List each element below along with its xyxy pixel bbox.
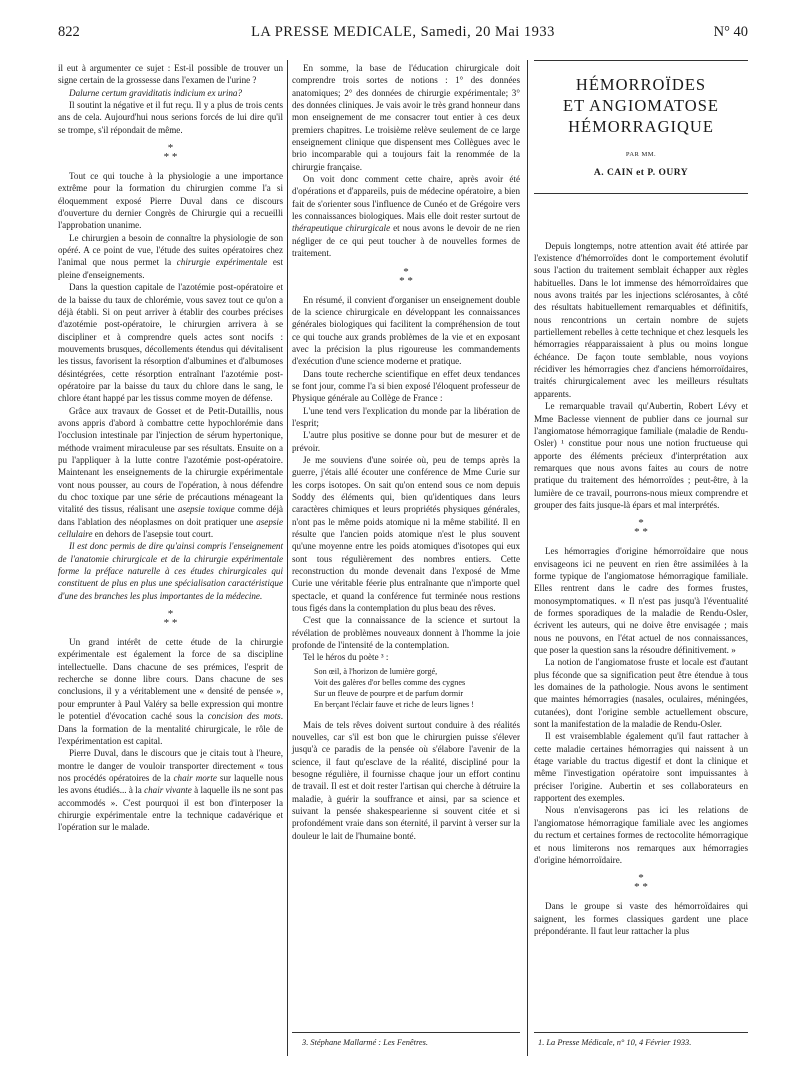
paragraph: il eut à argumenter ce sujet : Est-il possible de trouver un signe certain de la grossesse dans l'examen de l'urine ? xyxy=(58,63,283,86)
italic-paragraph xyxy=(58,540,283,602)
paragraph: En somme, la base de l'éducation chirurgicale doit comprendre trois sortes de notions : 1° des données anatomiques; 2° des données de chirurgie expérimentale; 3° des données cliniques. Je vais avoir le très grand honneur dans mon enseignement de me consacrer tout entier à ces deux premiers chapitres. Le troisième relève seulement de ce large enseignement clinique que dispensent mes Collègues avec le brio incomparable qui a toujours fait la renommée de la chirurgie française. xyxy=(292,63,520,172)
paragraph: Tout ce qui touche à la physiologie a une importance extrême pour la formation du chirurgien comme l'a si éloquemment exposé Pierre Duval dans ce discours d'ouverture du dernier Congrès de Chirurgie qui a recueilli l'approbation unanime. xyxy=(58,171,283,231)
footnote-rule xyxy=(534,1032,748,1033)
paragraph: L'une tend vers l'explication du monde par la libération de l'esprit; xyxy=(292,405,520,428)
paragraph: La notion de l'angiomatose fruste et locale est d'autant plus féconde que sa signification peut être étendue à tous les domaines de la pathologie. Nous avons le sentiment que maintes hémorragies (nasales, oculaires, méningées, cutanées), dont l'origine semble actuellement obscure, sont la manifestation de la maladie de Rendu-Osler. xyxy=(534,657,748,730)
section-separator: * * * xyxy=(399,265,413,287)
column-1 xyxy=(58,62,283,834)
paragraph xyxy=(58,636,283,747)
footnote: 3. Stéphane Mallarmé : Les Fenêtres. xyxy=(302,1038,428,1047)
newspaper-page xyxy=(58,20,748,1060)
poem-line: En berçant l'éclair fauve et riche de leurs lignes ! xyxy=(314,700,474,710)
emphasis: chair morte xyxy=(173,772,217,783)
article-authors: A. CAIN et P. OURY xyxy=(593,168,689,179)
article-title xyxy=(534,74,748,137)
paragraph: L'autre plus positive se donne pour but de mesurer et de prévoir. xyxy=(292,430,520,453)
title-rule xyxy=(534,193,748,194)
text-run: est pleine d'enseignements. xyxy=(58,257,283,280)
emphasis: chirurgie expérimentale xyxy=(176,257,268,268)
poem-line: Voit des galères d'or belles comme des cygnes xyxy=(314,678,466,688)
text-run: à laquelle ils ne sont pas accommodés ». C'est pourquoi il est bon d'interposer la chirurgie expérimentale entre la technique cadavérique et l'opération sur le malade. xyxy=(58,785,283,833)
paragraph: Dans toute recherche scientifique en effet deux tendances se font jour, comme l'a si bien exposé l'éloquent professeur de Physique générale au Collège de France : xyxy=(292,368,520,404)
latin-quote xyxy=(58,87,283,99)
page-header xyxy=(58,24,748,48)
text-run: sur laquelle nous les avons étudiés... à la xyxy=(58,772,283,796)
emphasis: asepsie cellulaire xyxy=(58,516,283,540)
poem-quote xyxy=(292,666,520,711)
paragraph: C'est que la connaissance de la science et surtout la révélation de problèmes nouveaux donnent à l'homme la joie profonde de l'intensité de la contemplation. xyxy=(292,615,520,651)
text-run: et nous avons le devoir de ne rien négliger de ce qui peut toucher à de nouvelles formes de traitement. xyxy=(292,223,520,259)
poem-line: Sur un fleuve de pourpre et de parfum dormir xyxy=(314,689,464,699)
column-divider-1 xyxy=(287,60,288,1056)
section-separator: * * * xyxy=(634,872,648,894)
paragraph xyxy=(58,405,283,541)
column-3 xyxy=(534,62,748,937)
page-number: 822 xyxy=(58,24,80,40)
text-run: Un grand intérêt de cette étude de la chirurgie expérimentale est également la force de sa discipline intellectuelle. Dans chacune de ses prémices, l'esprit de recherche se donne libre cours. Dans chacune de ses conclusions, il y a véritablement une « densité de pensée », pour emprunter à Paul Valéry sa belle expression qui montre le potentiel d'évocation caché sous la xyxy=(58,637,283,722)
column-2 xyxy=(292,62,520,842)
paragraph: Dans le groupe si vaste des hémorroïdaires qui saignent, les formes classiques gardent une place prépondérante. Il faut leur rattacher la plus xyxy=(534,901,748,936)
emphasis: asepsie toxique xyxy=(177,504,235,515)
column-divider-2 xyxy=(527,60,528,1056)
text-run: en dehors de l'asepsie tout court. xyxy=(92,529,214,540)
paragraph xyxy=(58,232,283,281)
text-run: Grâce aux travaux de Gosset et de Petit-Dutaillis, nous avons appris d'abord à combattre cette hypochlorémie dans l'occlusion intestinale par l'injection de sérum hypertonique, méthode vraiment miraculeuse par ses résultats. Ensuite on a pu l'appliquer à la lutte contre l'azotémie post-opératoire. Maintenant les enseignements de la chirurgie expérimentale vont nous pousser, au cours de l'opération, à nous défendre du choc toxique par une série de précautions ménageant la vitalité des tissus, réalisant une xyxy=(58,405,283,515)
journal-title: LA PRESSE MEDICALE, Samedi, 20 Mai 1933 xyxy=(251,24,555,40)
section-separator: * * * xyxy=(163,142,178,164)
paragraph: Dans la question capitale de l'azotémie post-opératoire et de la baisse du taux de chlorémie, vous savez tout ce qu'on a déjà établi. Si on peut arriver à établir des courbes précises d'azotémie post-opératoire, le chirurgien arrivera à se discipliner et à comprendre quels actes sont nocifs : mouvements brusques, décollements étendus qui dévitalisent les tissus, favorisent la résorption d'albumines et d'albumoses désintégrées, cette résorption entraînant l'azotémie post-opératoire par la baisse du taux du chlore dans le sang, le chlore étant happé par les tissus comme moyen de défense. xyxy=(58,282,283,404)
paragraph: Le remarquable travail qu'Aubertin, Robert Lévy et Mme Baclesse viennent de publier dans ce journal sur l'angiomatose hémorragique familiale (maladie de Rendu-Osler) ¹ constitue pour nous une notion fructueuse qui apporte des éléments précieux d'interprétation aux remarques que nous avons faites au cours de notre pratique du traitement des hémorroïdes ; peut-être, à la lumière de ce travail, pourrons-nous mieux comprendre et grouper des faits jusque-là épars et mal interprétés. xyxy=(534,401,748,510)
paragraph: Tel le héros du poète ³ : xyxy=(303,652,389,663)
paragraph xyxy=(292,173,520,259)
text-run: On voit donc comment cette chaire, après avoir été d'opérations et d'appareils, puis de médecine opératoire, a bien fait de s'orienter sous l'influence de Cunéo et de Grégoire vers les connaissances biologiques. Mais elle doit rester surtout de xyxy=(292,174,520,222)
paragraph: Je me souviens d'une soirée où, peu de temps après la guerre, j'étais allé écouter une conférence de Mme Curie sur les corps isotopes. On sait qu'on entend sous ce nom depuis Soddy des éléments qui, bien qu'identiques dans leurs caractères chimiques et leurs propriétés physiques générales, n'ont pas le même poids atomique ni la même stabilité. Il en résulte que l'ancien poids atomique n'est le plus souvent qu'une moyenne entre les poids atomiques d'isotopes qui eux sont tous régulièrement des nombres entiers. Cette reconstruction du monde devenait dans l'exposé de Mme Curie une véritable féerie plus entraînante que n'importe quel spectacle, et quand la conférence fut terminée nous restions tous figés dans la contemplation du plus beau des rêves. xyxy=(292,454,520,614)
paragraph: Depuis longtemps, notre attention avait été attirée par l'existence d'hémorroïdes dont le comportement évolutif sous l'action du traitement semblait échapper aux règles habituelles. Dans le lot immense des hémorroïdaires que nous avons traités par les injections sclérosantes, à côté des résultats habituellement remarquables et définitifs, nous rencontrions un certain nombre de sujets partiellement rebelles à cette technique et chez lesquels les hémorragies réapparaissaient à plus ou moins longue échéance. De façon toute semblable, nous voyions récidiver les hémorragies chez d'anciens hémorroïdaires, traités chirurgicalement avec les meilleurs résultats apparents. xyxy=(534,240,748,399)
text-run: Le chirurgien a besoin de connaître la physiologie de son opéré. A ce point de vue, l'étude des suites opératoires chez l'animal que nous permet la xyxy=(58,232,283,268)
section-separator: * * * xyxy=(163,608,178,630)
paragraph: Il soutint la négative et il fut reçu. Il y a plus de trois cents ans de cela. Aujourd'hui nous serions forcés de lui dire qu'il se trompe, s'il répondait de même. xyxy=(58,100,283,135)
text-run: comme déjà dans l'ablation des néoplasmes on doit pratiquer une xyxy=(58,504,284,527)
text-run: Pierre Duval, dans le discours que je citais tout à l'heure, montre le danger de vouloir transporter directement « tous nos procédés opératoires de la xyxy=(58,748,283,783)
paragraph xyxy=(58,747,283,833)
emphasis: concision des mots xyxy=(207,711,281,722)
emphasis: thérapeutique chirurgicale xyxy=(292,223,391,234)
title-line: HÉMORROÏDES xyxy=(575,75,707,94)
latin-quote-text: Dalurne certum graviditatis indicium ex urina? xyxy=(69,87,243,98)
italic-paragraph-text: Il est donc permis de dire qu'ainsi compris l'enseignement de l'anatomie chirurgicale et de la chirurgie expérimentale forme la préface naturelle à ces études chirurgicales qui constituent de plus en plus une spécialisation caractéristique d'une des branches les plus importantes de la médecine. xyxy=(58,541,283,601)
section-separator: * * * xyxy=(634,517,648,539)
title-line: HÉMORRAGIQUE xyxy=(568,117,714,136)
emphasis: chair vivante xyxy=(144,785,192,796)
text-run: . Dans la formation de la mentalité chirurgicale, le rôle de l'expérimentation est capital. xyxy=(58,711,284,746)
poem-line: Son œil, à l'horizon de lumière gorgé, xyxy=(314,666,438,676)
paragraph: Nous n'envisagerons pas ici les relations de l'angiomatose hémorragique familiale avec les angiomes du rectum et certaines formes de rectocolite hémorragique et nous limiterons nos remarques aux hémorragies d'origine hémorroïdaire. xyxy=(534,805,748,865)
paragraph: Les hémorragies d'origine hémorroïdaire que nous envisageons ici ne peuvent en rien être assimilées à la forme typique de l'angiomatose hémorragique familiale. Elles rentrent dans le cadre des formes frustes, monosymptomatiques. « Il n'est pas jusqu'à l'éventualité de formes sporadiques de la maladie de Rendu-Osler, écrivent les auteurs, qui ne doive être envisagée ; mais nous ne pouvons, en l'état actuel de nos connaissances, que poser la question sans la résoudre définitivement. » xyxy=(534,546,748,655)
paragraph: Il est vraisemblable également qu'il faut rattacher à cette maladie certaines hémorragies qui naissent à un étage variable du tractus digestif et dont la clinique et même l'investigation opératoire sont impuissantes à préciser l'origine. Aubertin et ses collaborateurs en rapportent des exemples. xyxy=(534,731,748,804)
issue-number: N° 40 xyxy=(713,24,748,40)
footnote-rule xyxy=(292,1032,520,1033)
title-line: ET ANGIOMATOSE xyxy=(563,96,719,115)
paragraph: Mais de tels rêves doivent surtout conduire à des réalités nouvelles, car s'il est bon que le chirurgien puisse s'élever jusqu'à ce paradis de la pensée où s'élabore l'avenir de la science, il faut qu'esclave de la réalité, discipliné pour la besogne régulière, il fournisse chaque jour un effort continu de travail. Il est et doit rester l'artisan qui cherche à détruire la maladie, à guérir la souffrance et ainsi, par sa science et suivant la pensée shakespearienne si souvent citée et si profondément vraie dans son éternité, il parvint à verser sur la douleur le lait de l'humaine bonté. xyxy=(292,719,520,841)
footnote: 1. La Presse Médicale, n° 10, 4 Février 1933. xyxy=(538,1038,692,1047)
paragraph: En résumé, il convient d'organiser un enseignement double de la science chirurgicale en développant les connaissances générales biologiques qui facilitent la compréhension de tout ce qui touche aux grands problèmes de la vie et en exposant avec la précision la plus rigoureuse les commandements d'exécution d'une science moderne et pratique. xyxy=(292,294,520,367)
byline-prefix: PAR MM. xyxy=(625,151,657,158)
